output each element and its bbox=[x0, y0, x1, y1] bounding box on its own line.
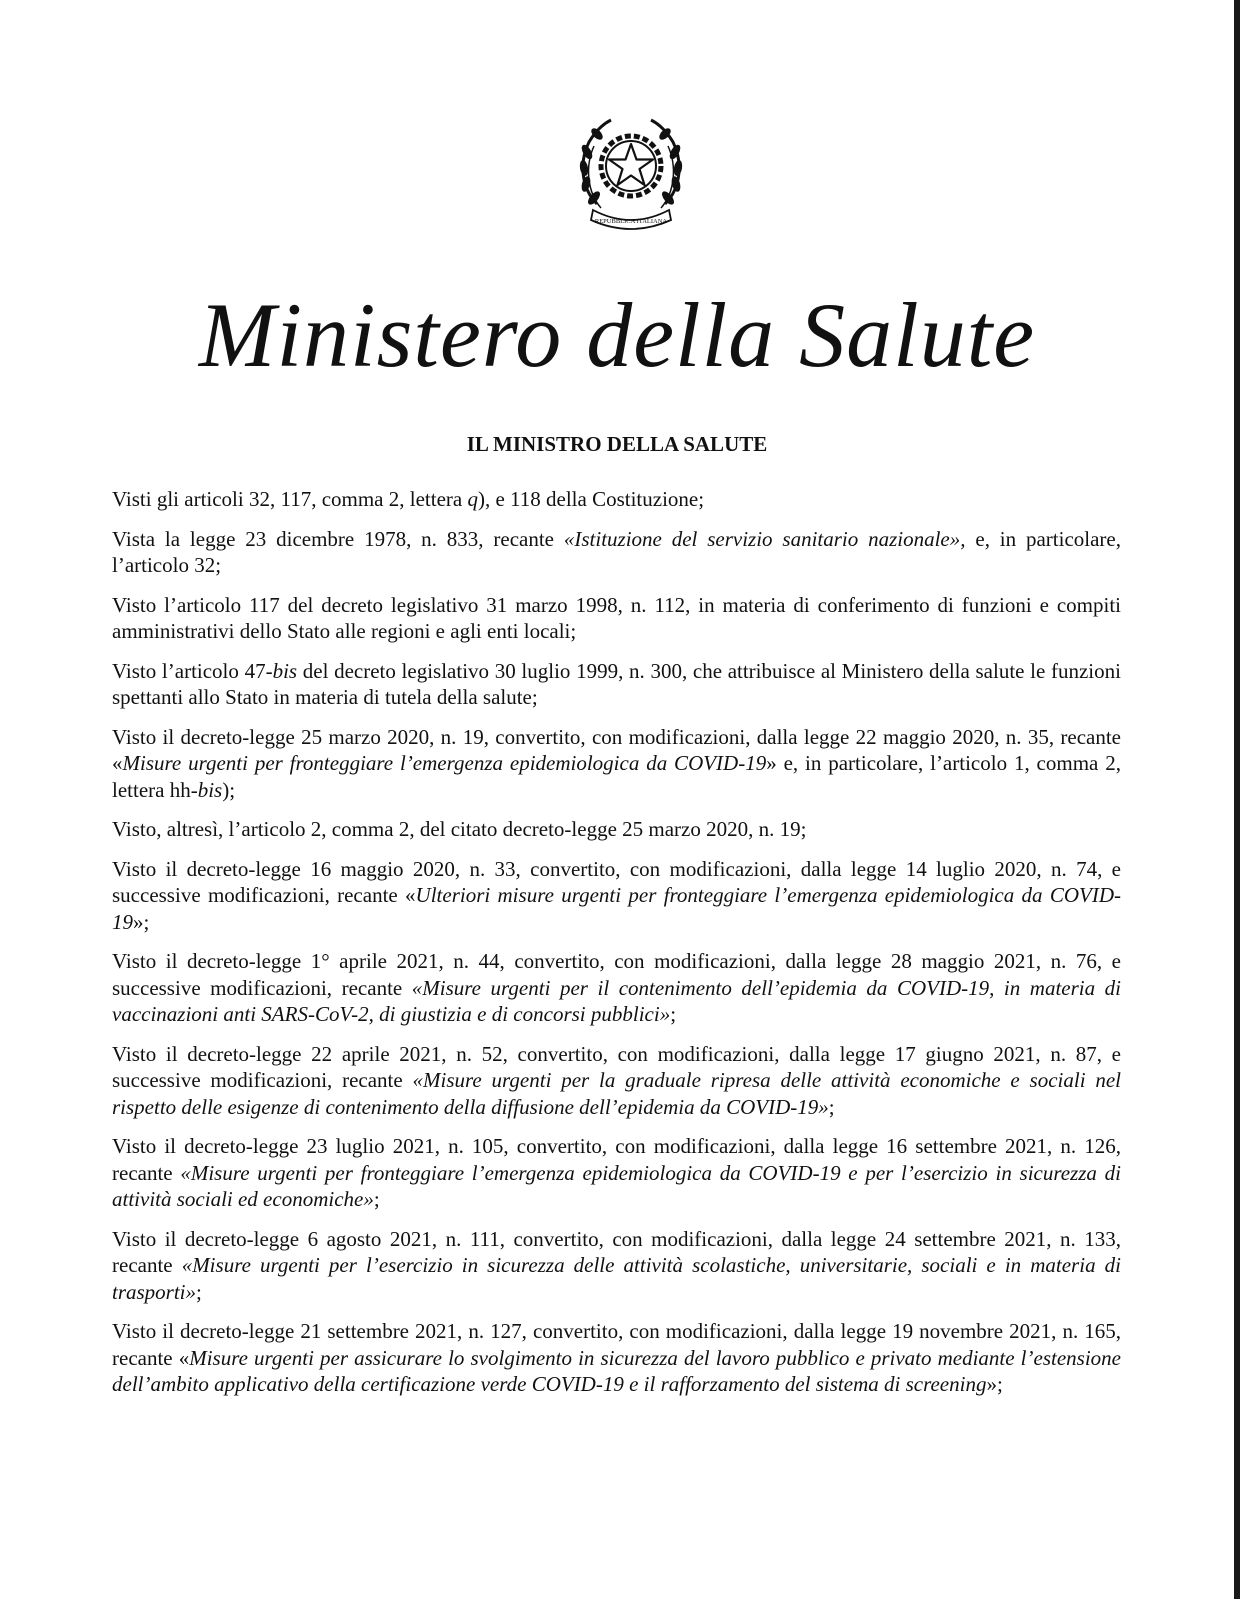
paragraph-2 bbox=[112, 526, 1121, 579]
text-run: Visto il decreto-legge 16 maggio 2020, n. 33, convertito, con modificazioni, dalla legge 14 luglio 2020, n. 74, e successive modificazioni, recante « bbox=[112, 856, 1121, 907]
paragraph-5 bbox=[112, 724, 1121, 804]
paragraph-12 bbox=[112, 1318, 1121, 1398]
paragraph-8 bbox=[112, 948, 1121, 1028]
text-run: ; bbox=[373, 1187, 380, 1211]
paragraph-4 bbox=[112, 658, 1121, 711]
paragraph-1 bbox=[112, 486, 1121, 513]
text-run: Visto l’articolo 117 del decreto legislativo 31 marzo 1998, n. 112, in materia di conferimento di funzioni e compiti amministrativi dello Stato alle regioni e agli enti locali; bbox=[112, 592, 1121, 643]
italic-text-run: bis bbox=[272, 658, 298, 683]
text-run: »; bbox=[133, 909, 150, 934]
text-run: Visto il decreto-legge 25 marzo 2020, n. 19, convertito, con modificazioni, dalla legge 22 maggio 2020, n. 35, recante « bbox=[112, 724, 1121, 775]
emblem-ribbon-text: REPUBBLICA ITALIANA bbox=[594, 218, 668, 225]
text-run: Visto, altresì, l’articolo 2, comma 2, del citato decreto-legge 25 marzo 2020, n. 19; bbox=[112, 817, 807, 841]
italic-text-run: «Misure urgenti per la graduale ripresa delle attività economiche e sociali nel rispetto delle esigenze di contenimento della diffusione dell’epidemia da COVID-19» bbox=[112, 1068, 1121, 1119]
text-run: Visto l’articolo 47- bbox=[112, 658, 273, 683]
text-run: Visto il decreto-legge 21 settembre 2021, n. 127, convertito, con modificazioni, dalla legge 19 novembre 2021, n. 165, recante « bbox=[112, 1319, 1121, 1370]
text-run: Vista la legge 23 dicembre 1978, n. 833, recante bbox=[112, 526, 564, 551]
paragraph-3 bbox=[112, 592, 1121, 645]
paragraph-6 bbox=[112, 816, 1121, 843]
text-run: del decreto legislativo 30 luglio 1999, n. 300, che attribuisce al Ministero della salute le funzioni spettanti allo Stato in materia di tutela della salute; bbox=[112, 658, 1121, 709]
paragraph-10 bbox=[112, 1133, 1121, 1213]
italic-text-run: «Misure urgenti per l’esercizio in sicurezza delle attività scolastiche, universitarie, sociali e in materia di trasporti» bbox=[112, 1253, 1121, 1304]
text-run: e, in particolare, l’articolo 32; bbox=[112, 526, 1121, 577]
italic-text-run: q bbox=[467, 487, 478, 511]
text-run: ; bbox=[828, 1094, 835, 1119]
text-run: ); bbox=[222, 777, 236, 802]
paragraph-11 bbox=[112, 1226, 1121, 1306]
italic-text-run: Misure urgenti per assicurare lo svolgimento in sicurezza del lavoro pubblico e privato mediante l’estensione dell’ambito applicativo della certificazione verde COVID-19 e il rafforzamento del sistema di screening bbox=[112, 1345, 1121, 1396]
paragraph-9 bbox=[112, 1041, 1121, 1121]
text-run: »; bbox=[986, 1372, 1003, 1396]
page-edge bbox=[1234, 0, 1240, 1599]
italian-republic-emblem-icon bbox=[575, 112, 687, 232]
text-run: » e, in particolare, l’articolo 1, comma 2, lettera hh- bbox=[112, 751, 1121, 802]
document-heading: IL MINISTRO DELLA SALUTE bbox=[466, 432, 768, 456]
text-run: Visto il decreto-legge 6 agosto 2021, n. 111, convertito, con modificazioni, dalla legge 24 settembre 2021, n. 133, recante bbox=[112, 1226, 1121, 1277]
ministry-letterhead: Ministero della Salute bbox=[198, 284, 1036, 386]
text-run: Visti gli articoli 32, 117, comma 2, lettera bbox=[112, 487, 468, 511]
document-body bbox=[112, 486, 1121, 1411]
text-run: Visto il decreto-legge 1° aprile 2021, n. 44, convertito, con modificazioni, dalla legge 28 maggio 2021, n. 76, e successive modificazioni, recante bbox=[112, 949, 1121, 1000]
text-run: Visto il decreto-legge 22 aprile 2021, n. 52, convertito, con modificazioni, dalla legge 17 giugno 2021, n. 87, e successive modificazioni, recante bbox=[112, 1041, 1121, 1092]
text-run: Visto il decreto-legge 23 luglio 2021, n. 105, convertito, con modificazioni, dalla legge 16 settembre 2021, n. 126, recante bbox=[112, 1134, 1121, 1185]
italic-text-run: Misure urgenti per fronteggiare l’emergenza epidemiologica da COVID-19 bbox=[122, 751, 767, 775]
italic-text-run: «Misure urgenti per il contenimento dell’epidemia da COVID-19, in materia di vaccinazioni anti SARS-CoV-2, di giustizia e di concorsi pubblici» bbox=[112, 975, 1122, 1026]
italic-text-run: «Istituzione del servizio sanitario nazionale», bbox=[563, 526, 966, 551]
italic-text-run: bis bbox=[197, 777, 223, 802]
text-run: ; bbox=[670, 1002, 677, 1026]
text-run: ; bbox=[196, 1279, 202, 1304]
italic-text-run: «Misure urgenti per fronteggiare l’emergenza epidemiologica da COVID-19 e per l’esercizio in sicurezza di attività sociali ed economiche» bbox=[112, 1160, 1121, 1211]
paragraph-7 bbox=[112, 856, 1121, 936]
text-run: ), e 118 della Costituzione; bbox=[477, 487, 705, 511]
italic-text-run: Ulteriori misure urgenti per fronteggiare l’emergenza epidemiologica da COVID-19 bbox=[112, 883, 1121, 934]
